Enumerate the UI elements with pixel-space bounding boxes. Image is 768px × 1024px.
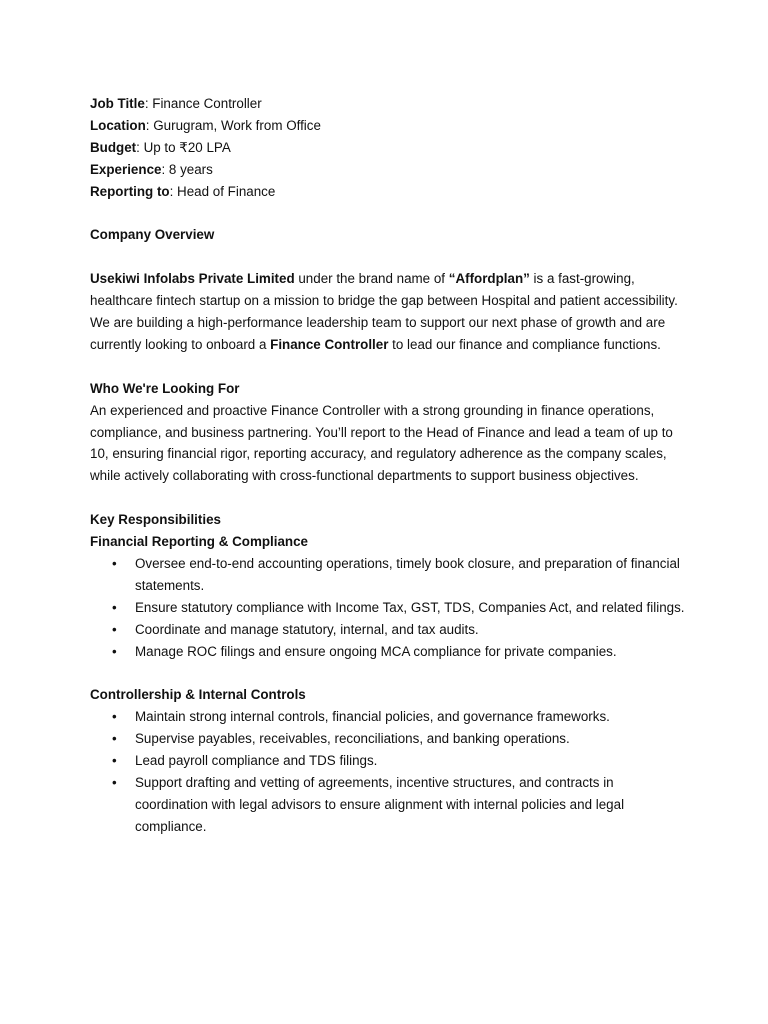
- experience-value: 8 years: [168, 161, 213, 177]
- list-item-text: Maintain strong internal controls, financial policies, and governance frameworks.: [135, 709, 610, 725]
- bullet-icon: •: [112, 555, 117, 571]
- bullet-icon: •: [112, 775, 117, 791]
- company-name: Usekiwi Infolabs Private Limited: [90, 271, 295, 287]
- section-title-financial-reporting: Financial Reporting & Compliance: [90, 534, 308, 550]
- company-overview-heading: Company Overview: [90, 227, 215, 243]
- experience-line: Experience: 8 years: [90, 161, 213, 177]
- list-item: [90, 706, 688, 728]
- list-item: [90, 553, 688, 597]
- brand-name: “Affordplan”: [448, 271, 530, 287]
- looking-for-heading: Who We're Looking For: [90, 380, 240, 396]
- bullet-icon: •: [112, 643, 117, 659]
- bullet-icon: •: [112, 731, 117, 747]
- location-label: Location: [90, 117, 146, 133]
- list-item-text: Supervise payables, receivables, reconciliations, and banking operations.: [135, 731, 570, 747]
- experience-label: Experience: [90, 161, 162, 177]
- spacer: [90, 663, 688, 685]
- job-title-value: Finance Controller: [152, 96, 262, 111]
- list-item-text: Support drafting and vetting of agreements, incentive structures, and contracts in coordination with legal advisors to ensure alignment with internal policies and legal compliance.: [135, 775, 625, 834]
- company-text-1: under the brand name of: [294, 271, 449, 287]
- controllership-list: [90, 706, 688, 837]
- bullet-icon: •: [112, 599, 117, 615]
- looking-for-paragraph: An experienced and proactive Finance Controller with a strong grounding in finance operations, compliance, and business partnering. You’ll report to the Head of Finance and lead a team of up to 10, ensuring financial rigor, reporting accuracy, and regulatory adherence as the company scales, while actively collaborating with cross-functional departments to support business objectives.: [90, 402, 673, 484]
- job-title-line: Job Title: Finance Controller: [90, 96, 262, 111]
- role-name: Finance Controller: [270, 336, 389, 352]
- bullet-icon: •: [112, 621, 117, 637]
- reporting-value: Head of Finance: [177, 183, 276, 199]
- company-text-3: to lead our finance and compliance functions.: [388, 336, 661, 352]
- company-text-2: is a fast-growing, healthcare fintech startup on a mission to bridge the gap between Hospital and patient accessibility. We are building a high-performance leadership team to support our next phase of growth and are currently looking to onboard a: [90, 271, 678, 352]
- job-title-label: Job Title: [90, 96, 145, 111]
- spacer: [90, 203, 688, 225]
- list-item: [90, 619, 688, 641]
- budget-value: Up to ₹20 LPA: [143, 139, 231, 155]
- location-value: Gurugram, Work from Office: [153, 117, 321, 133]
- section-title-controllership: Controllership & Internal Controls: [90, 687, 306, 703]
- company-overview-paragraph: [90, 268, 688, 356]
- reporting-label: Reporting to: [90, 183, 170, 199]
- list-item-text: Lead payroll compliance and TDS filings.: [135, 753, 378, 769]
- bullet-icon: •: [112, 709, 117, 725]
- list-item: [90, 750, 688, 772]
- list-item-text: Ensure statutory compliance with Income Tax, GST, TDS, Companies Act, and related filings.: [135, 599, 685, 615]
- list-item: [90, 728, 688, 750]
- budget-line: Budget: Up to ₹20 LPA: [90, 139, 231, 155]
- financial-reporting-list: [90, 553, 688, 663]
- list-item-text: Oversee end-to-end accounting operations, timely book closure, and preparation of financial statements.: [135, 555, 680, 593]
- list-item: [90, 641, 688, 663]
- list-item-text: Manage ROC filings and ensure ongoing MCA compliance for private companies.: [135, 643, 617, 659]
- location-line: Location: Gurugram, Work from Office: [90, 117, 321, 133]
- reporting-line: Reporting to: Head of Finance: [90, 183, 276, 199]
- key-responsibilities-heading: Key Responsibilities: [90, 512, 221, 528]
- list-item: [90, 772, 688, 838]
- list-item: [90, 597, 688, 619]
- spacer: [90, 356, 688, 378]
- bullet-icon: •: [112, 753, 117, 769]
- list-item-text: Coordinate and manage statutory, internal, and tax audits.: [135, 621, 479, 637]
- spacer: [90, 246, 688, 268]
- budget-label: Budget: [90, 139, 137, 155]
- spacer: [90, 487, 688, 509]
